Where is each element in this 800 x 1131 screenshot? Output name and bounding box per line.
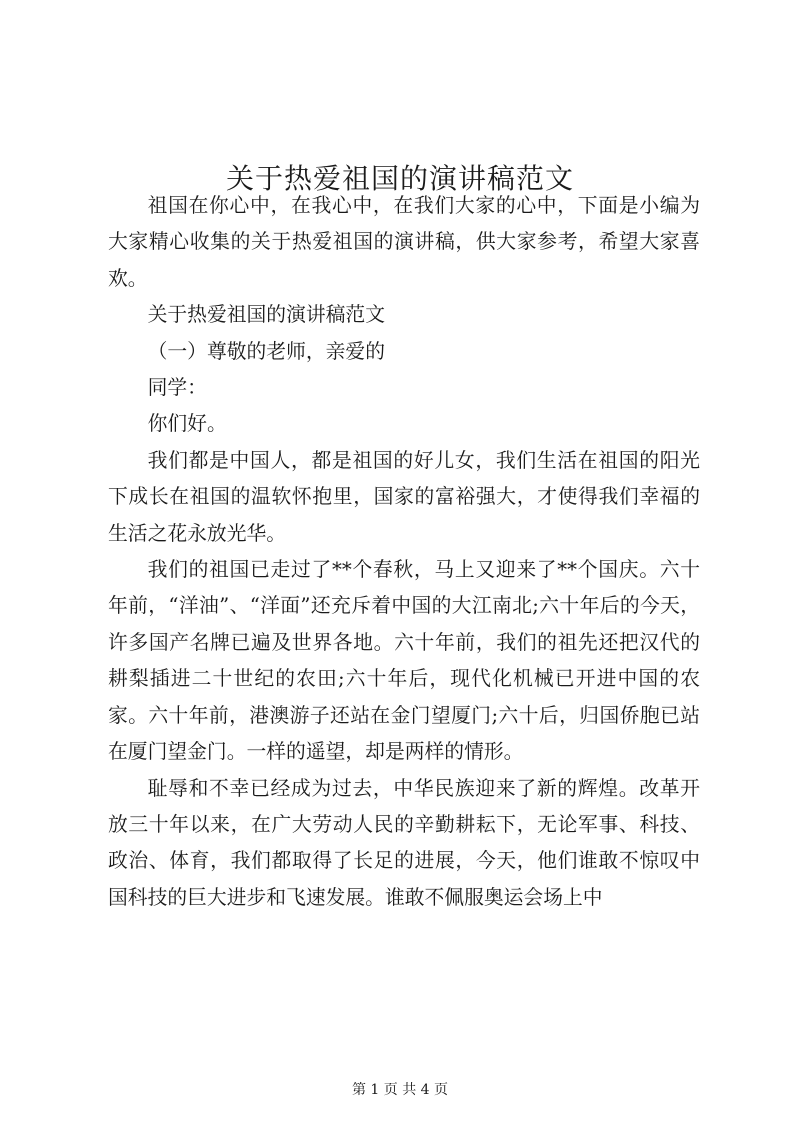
paragraph-body-2: 我们的祖国已走过了**个春秋，马上又迎来了**个国庆。六十年前，“洋油”、“洋面”还充斥着中国的大江南北;六十年后的今天，许多国产名牌已遍及世界各地。六十年前，我们的祖先还把汉代的耕梨插进二十世纪的农田;六十年后，现代化机械已开进中国的农家。六十年前，港澳游子还站在金门望厦门;六十后，归国侨胞已站在厦门望金门。一样的遥望，却是两样的情形。 (108, 558, 700, 764)
paragraph-body-3: 耻辱和不幸已经成为过去，中华民族迎来了新的辉煌。改革开放三十年以来，在广大劳动人民的辛勤耕耘下，无论军事、科技、政治、体育，我们都取得了长足的进展，今天，他们谁敢不惊叹中国科技的巨大进步和飞速发展。谁敢不佩服奥运会场上中 (108, 776, 700, 909)
document-body (108, 188, 700, 916)
paragraph-salutation: （一）尊敬的老师，亲爱的 (147, 339, 385, 363)
paragraph-body-1: 我们都是中国人，都是祖国的好儿女，我们生活在祖国的阳光下成长在祖国的温软怀抱里，国家的富裕强大，才使得我们幸福的生活之花永放光华。 (108, 448, 700, 545)
document-title: 关于热爱祖国的演讲稿范文 (225, 161, 574, 195)
page-footer: 第 1 页 共 4 页 (351, 1082, 449, 1098)
paragraph-salutation-cont: 同学： (147, 376, 207, 400)
paragraph-greeting: 你们好。 (147, 412, 227, 436)
paragraph-subtitle: 关于热爱祖国的演讲稿范文 (147, 303, 385, 327)
paragraph-intro: 祖国在你心中，在我心中，在我们大家的心中，下面是小编为大家精心收集的关于热爱祖国的演讲稿，供大家参考，希望大家喜欢。 (108, 194, 700, 290)
